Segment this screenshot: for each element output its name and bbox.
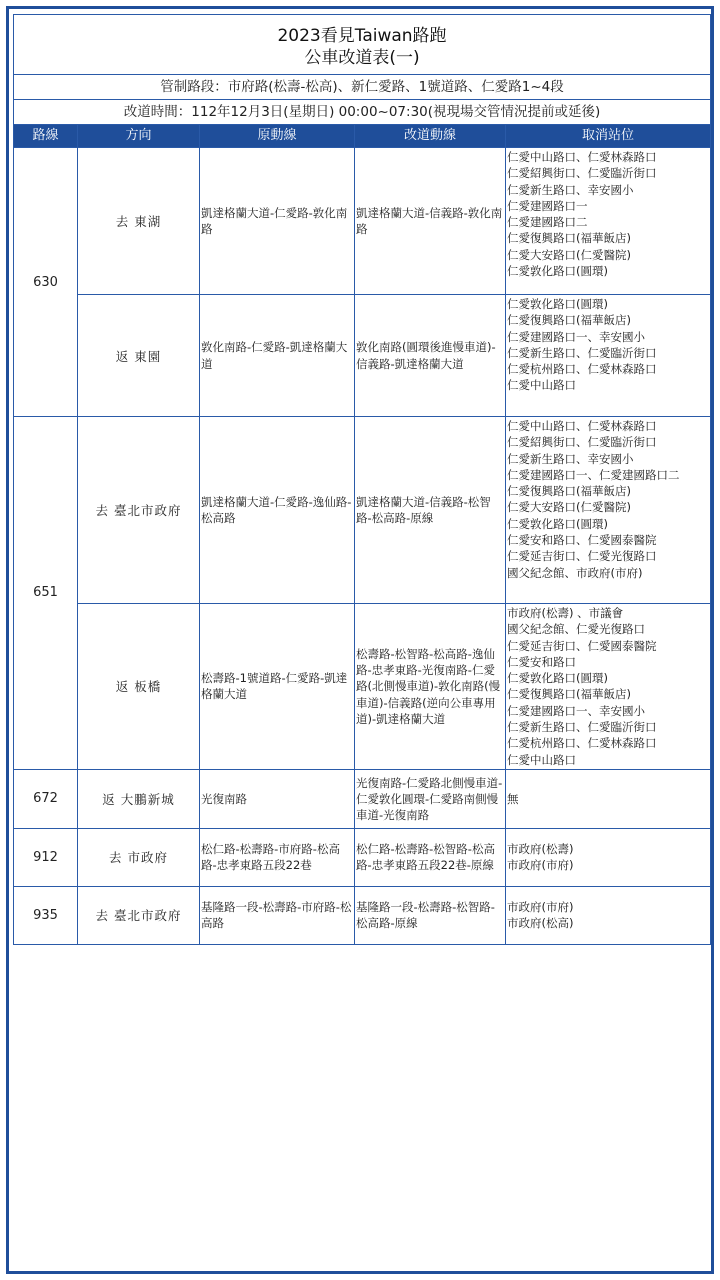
original-route-cell: 敦化南路-仁愛路-凱達格蘭大道 — [200, 295, 355, 417]
detour-route-cell: 光復南路-仁愛路北側慢車道-仁愛敦化圓環-仁愛路南側慢車道-光復南路 — [355, 769, 506, 828]
detour-route-cell: 凱達格蘭大道-信義路-松智路-松高路-原線 — [355, 417, 506, 604]
cancelled-stop: 仁愛紹興街口、仁愛臨沂街口 — [507, 166, 657, 181]
cancelled-stop: 仁愛延吉街口、仁愛光復路口 — [507, 549, 657, 564]
route-number: 630 — [14, 148, 78, 417]
cancelled-stop: 仁愛敦化路口(圓環) — [507, 671, 608, 686]
cancelled-stops-cell — [506, 148, 711, 295]
cancelled-stop: 仁愛建國路口一、幸安國小 — [507, 703, 645, 718]
cancelled-stop: 仁愛建國路口一、幸安國小 — [507, 329, 645, 344]
cancelled-stop: 市政府(市府) — [507, 858, 574, 873]
cancelled-stop: 國父紀念館、仁愛光復路口 — [507, 622, 645, 637]
detour-route-cell: 敦化南路(圓環後進慢車道)-信義路-凱達格蘭大道 — [355, 295, 506, 417]
cancelled-stop: 仁愛新生路口、仁愛臨沂街口 — [507, 345, 657, 360]
direction-cell: 去 東湖 — [78, 148, 200, 295]
detour-route-cell: 凱達格蘭大道-信義路-敦化南路 — [355, 148, 506, 295]
cancelled-stops-cell — [506, 886, 711, 944]
cancelled-stop: 仁愛復興路口(福華飯店) — [507, 231, 631, 246]
cancelled-stop: 仁愛中山路口 — [507, 752, 576, 767]
cancelled-stop: 仁愛安和路口、仁愛國泰醫院 — [507, 533, 657, 548]
cancelled-stop: 仁愛建國路口二 — [507, 215, 588, 230]
cancelled-stop: 市政府(松高) — [507, 916, 574, 931]
cancelled-stop: 仁愛復興路口(福華飯店) — [507, 687, 631, 702]
cancelled-stop: 仁愛敦化路口(圓環) — [507, 264, 608, 279]
header-route: 路線 — [14, 125, 78, 148]
detour-route-cell: 松壽路-松智路-松高路-逸仙路-忠孝東路-光復南路-仁愛路(北側慢車道)-敦化南路(慢車道)-信義路(逆向公車專用道)-凱達格蘭大道 — [355, 604, 506, 770]
time-info: 改道時間：112年12月3日(星期日) 00:00~07:30(視現場交管情況提前或延後) — [14, 100, 711, 125]
header-original: 原動線 — [200, 125, 355, 148]
cancelled-stop: 仁愛大安路口(仁愛醫院) — [507, 500, 631, 515]
cancelled-stop: 仁愛敦化路口(圓環) — [507, 297, 608, 311]
original-route-cell: 凱達格蘭大道-仁愛路-敦化南路 — [200, 148, 355, 295]
detour-route-cell: 松仁路-松壽路-松智路-松高路-忠孝東路五段22巷-原線 — [355, 828, 506, 886]
original-route-cell: 松仁路-松壽路-市府路-松高路-忠孝東路五段22巷 — [200, 828, 355, 886]
direction-cell: 返 東園 — [78, 295, 200, 417]
title-line-1: 2023看見Taiwan路跑 — [277, 25, 447, 46]
table-title — [14, 15, 711, 75]
original-route-cell: 松壽路-1號道路-仁愛路-凱達格蘭大道 — [200, 604, 355, 770]
cancelled-stop: 無 — [507, 791, 519, 806]
cancelled-stop: 仁愛大安路口(仁愛醫院) — [507, 247, 631, 262]
table-row — [14, 828, 711, 886]
cancelled-stop: 仁愛紹興街口、仁愛臨沂街口 — [507, 435, 657, 450]
cancelled-stop: 仁愛安和路口 — [507, 654, 576, 669]
cancelled-stop: 仁愛建國路口一、仁愛建國路口二 — [507, 467, 680, 482]
cancelled-stop: 仁愛新生路口、幸安國小 — [507, 182, 634, 197]
cancelled-stop: 仁愛中山路口、仁愛林森路口 — [507, 419, 657, 433]
control-section: 管制路段：市府路(松壽-松高)、新仁愛路、1號道路、仁愛路1~4段 — [14, 75, 711, 100]
cancelled-stops-cell — [506, 769, 711, 828]
cancelled-stops-cell — [506, 295, 711, 417]
table-row — [14, 148, 711, 295]
detour-table-container — [13, 14, 710, 937]
cancelled-stop: 仁愛杭州路口、仁愛林森路口 — [507, 362, 657, 377]
table-row — [14, 604, 711, 770]
cancelled-stop: 仁愛敦化路口(圓環) — [507, 516, 608, 531]
detour-table — [13, 14, 711, 945]
route-number: 651 — [14, 417, 78, 770]
direction-cell: 去 臺北市政府 — [78, 417, 200, 604]
detour-route-cell: 基隆路一段-松壽路-松智路-松高路-原線 — [355, 886, 506, 944]
direction-cell: 去 市政府 — [78, 828, 200, 886]
route-number: 935 — [14, 886, 78, 944]
cancelled-stop: 仁愛延吉街口、仁愛國泰醫院 — [507, 638, 657, 653]
header-detour: 改道動線 — [355, 125, 506, 148]
route-number: 672 — [14, 769, 78, 828]
table-row — [14, 417, 711, 604]
original-route-cell: 凱達格蘭大道-仁愛路-逸仙路-松高路 — [200, 417, 355, 604]
cancelled-stop: 市政府(松壽) — [507, 842, 574, 857]
route-number: 912 — [14, 828, 78, 886]
direction-cell: 返 板橋 — [78, 604, 200, 770]
cancelled-stop: 國父紀念館、市政府(市府) — [507, 565, 643, 580]
cancelled-stops-cell — [506, 828, 711, 886]
original-route-cell: 光復南路 — [200, 769, 355, 828]
cancelled-stop: 仁愛中山路口、仁愛林森路口 — [507, 150, 657, 164]
cancelled-stop: 仁愛杭州路口、仁愛林森路口 — [507, 736, 657, 751]
cancelled-stop: 仁愛新生路口、幸安國小 — [507, 451, 634, 466]
cancelled-stops-cell — [506, 417, 711, 604]
direction-cell: 返 大鵬新城 — [78, 769, 200, 828]
cancelled-stop: 仁愛建國路口一 — [507, 198, 588, 213]
table-row — [14, 295, 711, 417]
cancelled-stop: 仁愛中山路口 — [507, 378, 576, 393]
cancelled-stop: 仁愛復興路口(福華飯店) — [507, 313, 631, 328]
direction-cell: 去 臺北市政府 — [78, 886, 200, 944]
header-row — [14, 125, 711, 148]
table-row — [14, 886, 711, 944]
cancelled-stop: 仁愛新生路口、仁愛臨沂街口 — [507, 720, 657, 735]
table-row — [14, 769, 711, 828]
cancelled-stop: 仁愛復興路口(福華飯店) — [507, 484, 631, 499]
header-stops: 取消站位 — [506, 125, 711, 148]
original-route-cell: 基隆路一段-松壽路-市府路-松高路 — [200, 886, 355, 944]
cancelled-stop: 市政府(松壽) 、市議會 — [507, 606, 624, 620]
header-direction: 方向 — [78, 125, 200, 148]
cancelled-stop: 市政府(市府) — [507, 900, 574, 915]
title-line-2: 公車改道表(一) — [304, 47, 420, 68]
cancelled-stops-cell — [506, 604, 711, 770]
